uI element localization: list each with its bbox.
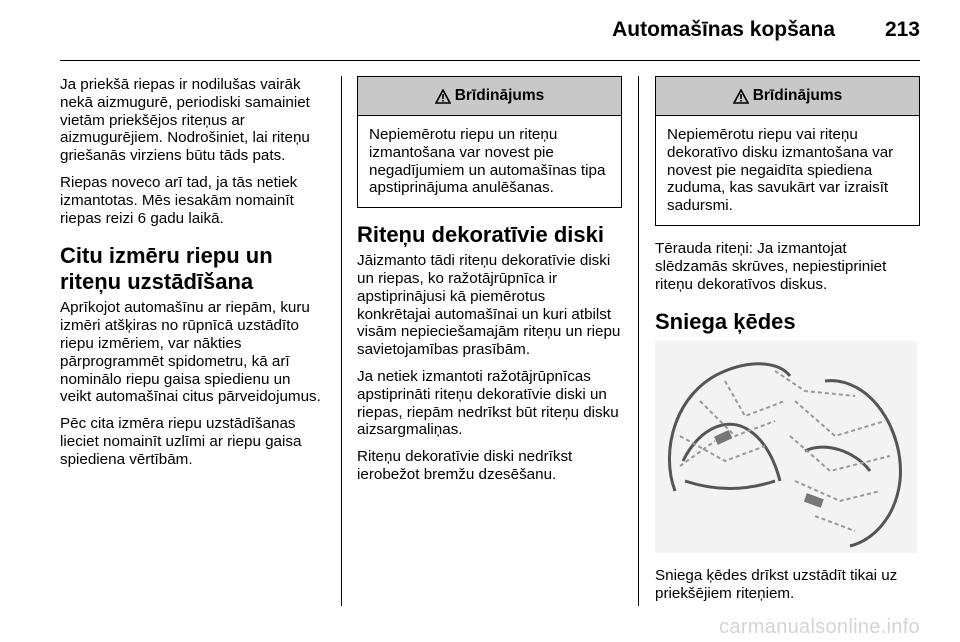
paragraph-label-change: Pēc cita izmēra riepu uzstādīšanas lieciet nomainīt uzlīmi ar riepu gaisa spiediena vērtībām. [60,415,302,468]
section-title: Automašīnas kopšana [612,18,835,41]
column-2 [357,76,622,493]
heading-wheel-covers: Riteņu dekoratīvie diski [357,222,604,248]
watermark: carmanualsonline.info [719,616,920,638]
column-3 [655,76,920,612]
warning-box [655,76,920,226]
warning-triangle-icon [435,89,451,104]
paragraph-tire-rotation: Ja priekšā riepas ir nodilušas vairāk nekā aizmugurē, periodiski samainiet vietām priekšējos riteņus ar aizmugurējiem. Nodrošiniet, lai riteņu griešanās virziens būtu tāds pats. [60,76,310,165]
paragraph-brake-cooling: Riteņu dekoratīvie diski nedrīkst ierobežot bremžu dzesēšanu. [357,448,573,483]
warning-header [358,77,621,116]
heading-other-sizes: Citu izmēru riepu un riteņu uzstādīšana [60,243,273,295]
paragraph-steel-wheels: Tērauda riteņi: Ja izmantojat slēdzamās skrūves, nepiestipriniet riteņu dekoratīvos diskus. [655,239,887,293]
paragraph-rim-protectors: Ja netiek izmantoti ražotājrūpnīcas apstiprināti riteņu dekoratīvie diski un riepas, riepām nedrīkst būt riteņu disku aizsargmaliņas. [357,367,619,439]
warning-text: Nepiemērotu riepu un riteņu izmantošana var novest pie negadījumiem un automašīnas tipa apstiprinājuma anulēšanas. [369,126,606,197]
column-divider-2 [638,76,639,606]
column-1 [60,76,322,478]
snow-chains-illustration [655,341,917,553]
paragraph-chains-front: Sniega ķēdes drīkst uzstādīt tikai uz priekšējiem riteņiem. [655,567,898,603]
column-divider-1 [341,76,342,606]
warning-title: Brīdinājums [454,87,545,104]
paragraph-size-change: Aprīkojot automašīnu ar riepām, kuru izmēri atšķiras no rūpnīcā uzstādīto riepu izmēriem, var nākties pārprogrammēt spidometru, kā arī nominālo riepu gaisa spiedienu un veikt automašīnai citus pārveidojumus. [60,299,321,406]
page-number: 213 [884,18,920,41]
warning-title: Brīdinājums [752,87,843,104]
paragraph-tire-age: Riepas noveco arī tad, ja tās netiek izmantotas. Mēs iesakām nomainīt riepas reizi 6 gadu laikā. [60,173,298,227]
warning-header [656,77,919,116]
paragraph-approved-covers: Jāizmanto tādi riteņu dekoratīvie diski un riepas, ko ražotājrūpnīca ir apstiprinājusi kā piemērotus konkrētajai automašīnai un kuri atbilst visām nepieciešamajām riteņu un riepu savietojamības prasībām. [357,252,621,359]
warning-box [357,76,622,208]
warning-text: Nepiemērotu riepu vai riteņu dekoratīvo disku izmantošana var novest pie negaidīta spiediena zuduma, kas savukārt var izraisīt sadursmi. [667,126,894,215]
warning-triangle-icon [733,89,749,104]
heading-snow-chains: Sniega ķēdes [655,309,796,335]
page-header [60,0,920,61]
